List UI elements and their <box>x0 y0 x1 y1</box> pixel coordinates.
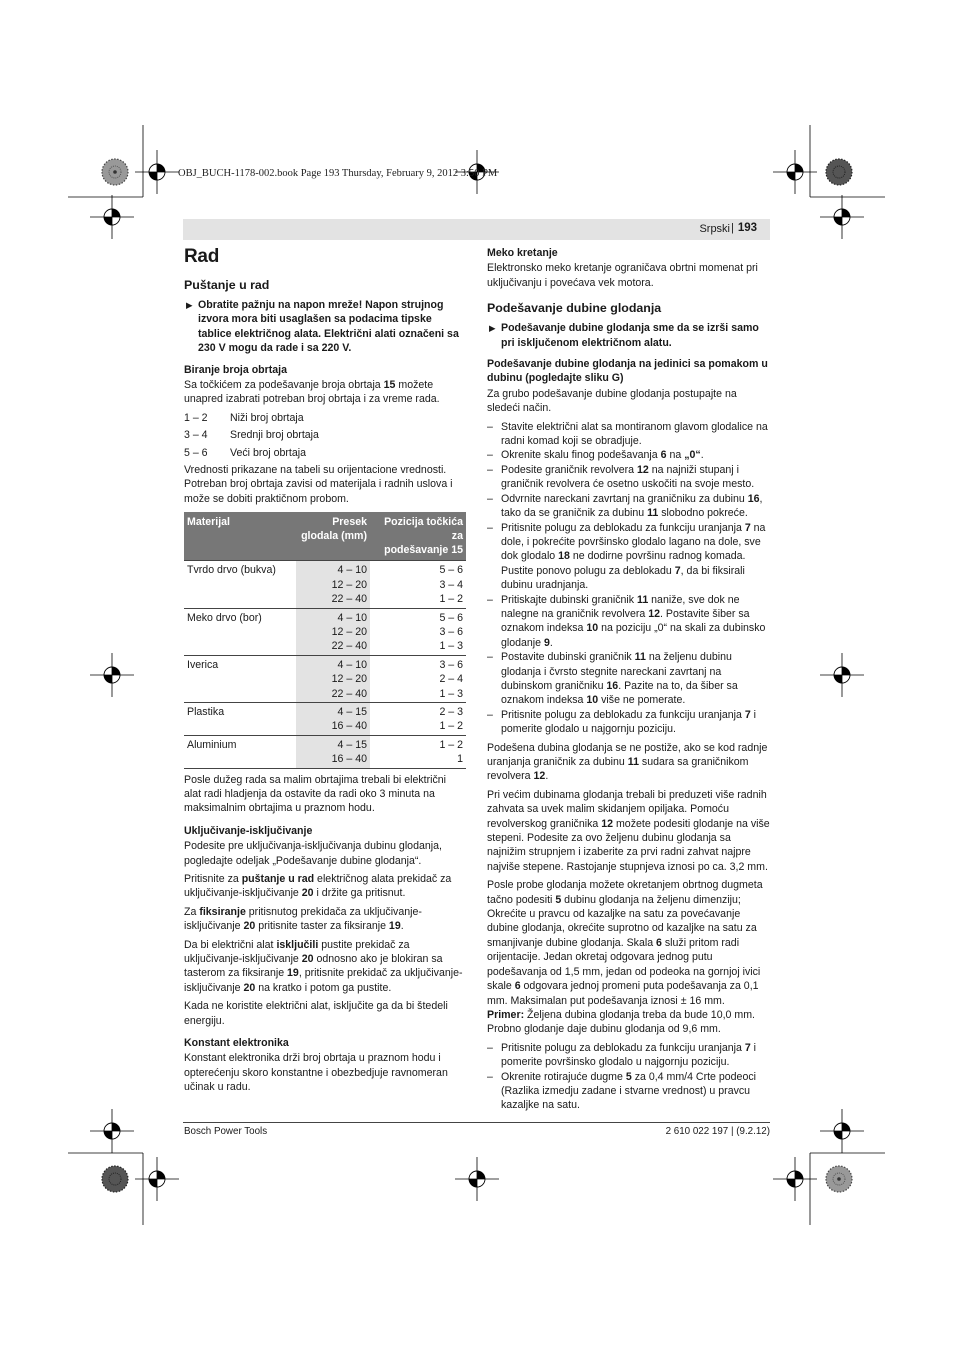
header-separator: | <box>731 222 734 234</box>
depth-steps-list <box>487 420 770 737</box>
startup-heading: Puštanje u rad <box>184 278 270 292</box>
onoff-p3: Za fiksiranje pritisnutog prekidača za uključivanje-isključivanje 20 pritisnite taster za fiksiranje 19. <box>184 905 422 933</box>
onoff-p1: Podesite pre uključivanja-isključivanja dubinu glodanja, pogledajte odeljak „Podešavanje dubine glodanja“. <box>184 840 442 867</box>
voltage-warning: ▶ Obratite pažnju na napon mreže! Napon strujnog izvora mora biti usaglašen sa podacima tipske tablice električnog alata. Električni alati označeni sa 230 V mogu da rade i sa 220 V. <box>186 299 459 355</box>
print-info-line: OBJ_BUCH-1178-002.book Page 193 Thursday, February 9, 2012 3:50 PM <box>178 168 498 179</box>
list-item: – Okrenite rotirajuće dugme 5 za 0,4 mm/4 Crte podeoci (Razlika izmedju zadane i stvarne vrednost) u pravcu kazaljke na satu. <box>487 1070 770 1113</box>
list-item: – Odvrnite nareckani zavrtanj na graničniku za dubinu 16, tako da se graničnik za dubinu 11 slobodno pokreće. <box>487 492 770 521</box>
turret-heading: Podešavanje dubine glodanja na jedinici sa pomakom u dubinu (pogledajte sliku G) <box>487 358 768 385</box>
soft-start-text: Elektronsko meko kretanje ograničava obrtni momenat pri uključivanju i povećava vek motora. <box>487 262 758 289</box>
cooling-note: Posle dužeg rada sa malim obrtajima trebali bi električni alat radi hladjenja da ostavite da radi oko 3 minuta na maksimalnim obrtajima u praznom hodu. <box>184 773 447 815</box>
list-item: – Pritisnite polugu za deblokadu za funkciju uranjanja 7 na dole, i pokrećite površinsko glodalo lagano na dole, sve dok glodalo 18 ne dodirne površinu radnog komada. Pustite ponovo polugu za deblokadu 7, da bi fiksirali dubinu uradnjanja. <box>487 521 770 593</box>
onoff-p5: Kada ne koristite električni alat, isključite ga da bi štedeli energiju. <box>184 1000 448 1027</box>
footer-doc-number: 2 610 022 197 | (9.2.12) <box>665 1126 770 1137</box>
speed-intro: Sa točkićem za podešavanje broja obrtaja 15 možete unapred izabrati potreban broj obrtaja i za vreme rada. <box>184 379 440 406</box>
col-position: Pozicija točkića za podešavanje 15 <box>370 512 466 561</box>
footer-brand: Bosch Power Tools <box>184 1126 268 1137</box>
arrow-bullet-icon: ▶ <box>186 300 193 310</box>
speed-note: Vrednosti prikazane na tabeli su orijentacione vrednosti. Potreban broj obrtaja zavisi od materijala i radnih uslova i može se dobiti praktičnom probom. <box>184 464 453 505</box>
header-language: Srpski <box>699 223 730 235</box>
list-item: – Pritiskajte dubinski graničnik 11 naniže, sve dok ne nalegne na graničnik revolvera 12. Postavite šiber sa oznakom indeksa 10 na poziciju „0“ na skali za dubinsko glodanje 9. <box>487 593 770 651</box>
turret-intro: Za grubo podešavanje dubine glodanja postupajte na sledeći način. <box>487 387 737 415</box>
soft-start-heading: Meko kretanje <box>487 247 558 259</box>
final-steps-list <box>487 1041 770 1113</box>
page-number: 193 <box>737 222 757 234</box>
constant-text: Konstant elektronika drži broj obrtaja u praznom hodu i opterećenju skoro konstantne i obezbedjuje ravnomeran učinak u radu. <box>184 1052 448 1094</box>
right-column <box>487 246 770 1117</box>
speed-table <box>184 512 466 768</box>
speed-range-3: 5 – 6 Veći broj obrtaja <box>184 446 306 459</box>
table-row: Iverica 4 – 10 12 – 20 22 – 40 3 – 6 2 – 4 1 – 3 <box>184 655 466 702</box>
depth-warning: ▶ Podešavanje dubine glodanja sme da se izrši samo pri isključenom električnom alatu. <box>489 322 759 349</box>
arrow-bullet-icon: ▶ <box>489 323 496 334</box>
speed-heading: Biranje broja obrtaja <box>184 363 288 376</box>
speed-range-1: 1 – 2 Niži broj obrtaja <box>184 411 304 424</box>
onoff-p4: Da bi električni alat isključili pustite prekidač za uključivanje-isključivanje 20 odnosno ako je blokiran sa tasterom za fiksiranje 19, pritisnite prekidač za uključivanje-isključivanje 20 na kratko i potom ga pustite. <box>184 938 463 994</box>
onoff-heading: Uključivanje-isključivanje <box>184 824 313 837</box>
list-item: – Pritisnite polugu za deblokadu za funkciju uranjanja 7 i pomerite površinsko glodalo u najgornju poziciju. <box>487 1041 770 1070</box>
list-item: – Podesite graničnik revolvera 12 na najniži stupanj i graničnik revolvera će osetno uskočiti na svoje mesto. <box>487 463 770 492</box>
table-row: Tvrdo drvo (bukva) 4 – 10 12 – 20 22 – 40 5 – 6 3 – 4 1 – 2 <box>184 561 466 608</box>
collision-note: Podešena dubina glodanja se ne postiže, ako se kod radnje uranjanja graničnik za dubinu 11 sudara sa graničnikom revolvera 12. <box>487 741 768 783</box>
example-text: Primer: Željena dubina glodanja treba da bude 10,0 mm. Probno glodanje daje dubinu glodanja od 9,6 mm. <box>487 1008 755 1036</box>
table-row: Aluminium 4 – 15 16 – 40 1 – 2 1 <box>184 735 466 768</box>
table-row: Meko drvo (bor) 4 – 10 12 – 20 22 – 40 5 – 6 3 – 6 1 – 3 <box>184 608 466 655</box>
section-title: Rad <box>184 246 219 267</box>
list-item: – Stavite električni alat sa montiranom glavom glodalice na radni komad koji se obradjuje. <box>487 420 770 449</box>
page-header-bar <box>183 219 770 240</box>
depth-heading: Podešavanje dubine glodanja <box>487 301 662 316</box>
list-item: – Postavite dubinski graničnik 11 na željenu dubinu glodanja i čvrsto stegnite nareckani zavrtanj na dubinskom graničniku 16. Pazite na to, da šiber sa oznakom indeksa 10 više ne pomerate. <box>487 650 770 708</box>
multistep-note: Pri većim dubinama glodanja trebali bi preduzeti više radnih zahvata sa uvek malim skidanjem opiljaka. Pomoću revolverskog graničnika 12 možete podesiti glodanje na više stepeni. Podesite za ovo željenu dubinu glodanja sa najnižim strupnjem i izaberite za prvi radni zahvat najpre najviše stepene. Rastojanje stupnjeva iznosi po ca. 3,2 mm. <box>487 788 770 873</box>
col-cutter: Presek glodala (mm) <box>296 512 370 561</box>
speed-range-2: 3 – 4 Srednji broj obrtaja <box>184 429 319 442</box>
left-column <box>184 246 466 1099</box>
list-item: – Pritisnite polugu za deblokadu za funkciju uranjanja 7 i pomerite glodalo u najgornju poziciju. <box>487 708 770 737</box>
list-item: – Okrenite skalu finog podešavanja 6 na „0“. <box>487 448 770 462</box>
col-material: Materijal <box>184 512 296 561</box>
table-row: Plastika 4 – 15 16 – 40 2 – 3 1 – 2 <box>184 702 466 735</box>
footer-rule <box>183 1122 770 1123</box>
onoff-p2: Pritisnite za puštanje u rad električnog alata prekidač za uključivanje-isključivanje 20 i držite ga pritisnut. <box>184 873 452 900</box>
fine-adjust-text: Posle probe glodanja možete okretanjem obrtnog dugmeta tačno podesiti 5 dubinu glodanja na željenu dimenziju; Okrećite u pravcu od kazaljke na satu za povećavanje dubine glodanja, okrećite suprotno od kazaljke na satu za smanjivanje dubine glodanja. Skala 6 služi pritom radi orijentacije. Jedan okretaj odgovara jednog putu podešavanja od 1,5 mm, jedan od podeoka na gornjoj ivici skale 6 odgovara jednoj promeni puta podešavanja za 0,1 mm. Maksimalan put podešavanja iznosi ± 16 mm. <box>487 879 763 1007</box>
constant-heading: Konstant elektronika <box>184 1037 289 1050</box>
